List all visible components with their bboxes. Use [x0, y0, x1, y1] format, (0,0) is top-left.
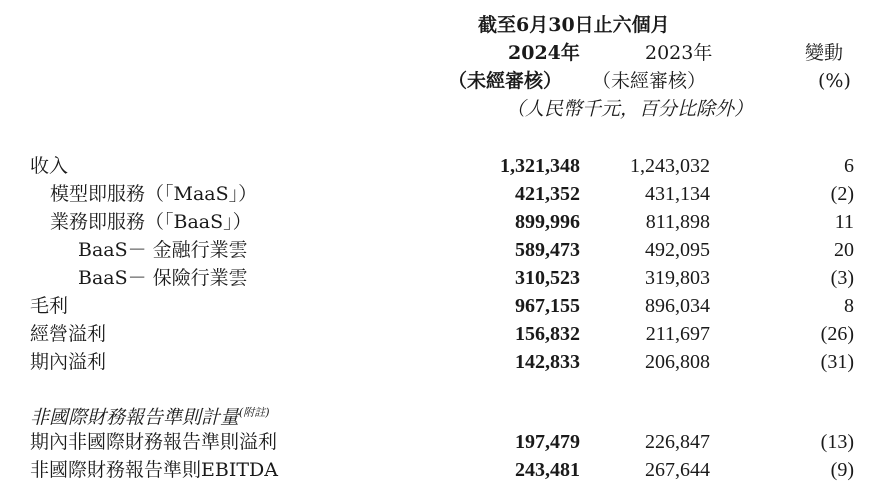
value-2024: 421,352 [515, 183, 580, 205]
value-2023: 226,847 [645, 431, 710, 453]
value-change: (3) [830, 267, 854, 289]
row-label: 期內非國際財務報告準則溢利 [30, 431, 278, 453]
value-change: (26) [820, 323, 854, 345]
value-change: 6 [844, 155, 854, 177]
value-2024: 310,523 [515, 267, 580, 289]
row-label: 經營溢利 [30, 323, 107, 345]
value-2023: 431,134 [645, 183, 710, 205]
table-row [0, 264, 870, 292]
note-marker: (附註) [239, 406, 270, 419]
value-2023: 206,808 [645, 351, 710, 373]
non-ifrs-title [30, 400, 270, 430]
value-2023: 896,034 [645, 295, 710, 317]
value-change: 11 [834, 211, 854, 233]
row-label: 收入 [30, 155, 69, 177]
table-row [0, 292, 870, 320]
value-2023: 492,095 [645, 239, 710, 261]
value-2024: 197,479 [515, 431, 580, 453]
table-row [0, 180, 870, 208]
year-2023-header: 2023年 [645, 42, 713, 64]
row-label: 期內溢利 [30, 351, 107, 373]
value-2024: 967,155 [515, 295, 580, 317]
value-2024: 1,321,348 [500, 155, 580, 177]
table-row [0, 348, 870, 376]
value-change: (9) [830, 459, 854, 481]
table-row [0, 320, 870, 348]
value-change: 8 [844, 295, 854, 317]
row-label: BaaS－ 金融行業雲 [78, 239, 248, 261]
row-label: 業務即服務（「BaaS」） [50, 211, 252, 233]
change-header: 變動 [805, 42, 844, 64]
row-label: 毛利 [30, 295, 69, 317]
value-2023: 211,697 [645, 323, 710, 345]
value-change: (31) [820, 351, 854, 373]
table-row [0, 236, 870, 264]
value-2023: 319,803 [645, 267, 710, 289]
value-2024: 899,996 [515, 211, 580, 233]
row-label: 模型即服務（「MaaS」） [50, 183, 258, 205]
value-2023: 267,644 [645, 459, 710, 481]
row-label: 非國際財務報告準則EBITDA [30, 459, 278, 481]
year-2024-header: 2024年 [508, 42, 580, 64]
value-change: 20 [834, 239, 854, 261]
unaudited-2024-header: （未經審核） [448, 70, 563, 92]
value-2023: 811,898 [645, 211, 710, 233]
value-change: (13) [820, 431, 854, 453]
row-label: BaaS－ 保險行業雲 [78, 267, 248, 289]
non-ifrs-title-text: 非國際財務報告準則計量 [30, 406, 240, 429]
value-2024: 243,481 [515, 459, 580, 481]
table-row [0, 152, 870, 180]
unaudited-2023-header: （未經審核） [592, 70, 707, 92]
percent-header: (%) [818, 70, 851, 92]
table-row [0, 428, 870, 456]
table-row [0, 208, 870, 236]
value-change: (2) [830, 183, 854, 205]
table-row [0, 456, 870, 484]
value-2023: 1,243,032 [630, 155, 710, 177]
unit-header: （人民幣千元，百分比除外） [506, 98, 754, 120]
value-2024: 589,473 [515, 239, 580, 261]
value-2024: 142,833 [515, 351, 580, 373]
period-header: 截至6月30日止六個月 [478, 14, 670, 36]
value-2024: 156,832 [515, 323, 580, 345]
